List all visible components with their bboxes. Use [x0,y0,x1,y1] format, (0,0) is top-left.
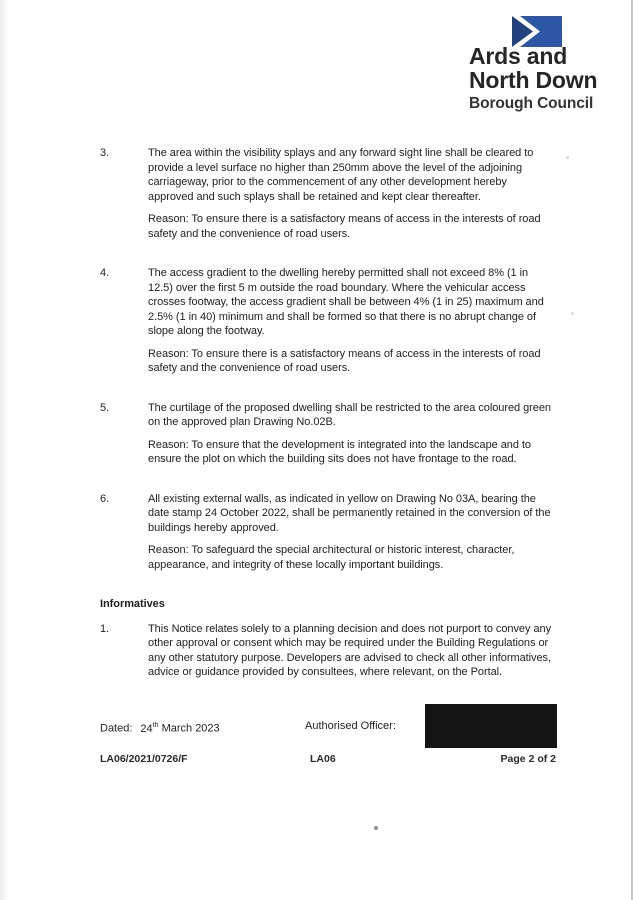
form-code: LA06 [310,753,336,765]
dated-day-suffix: th [152,722,159,729]
dated-line [100,718,220,737]
condition-text: The access gradient to the dwelling hereby permitted shall not exceed 8% (1 in 12.5) over the first 5 m outside the road boundary. Where the vehicular access crosses footway, the access gradient shall be between 4% (1 in 25) maximum and 2.5% (1 in 40) minimum and shall be formed so that there is no abrupt change of slope along the footway. [148,267,544,337]
informative-item-1 [100,622,556,680]
dated-rest: March 2023 [158,722,220,735]
condition-text: The curtilage of the proposed dwelling shall be restricted to the area coloured green on the approved plan Drawing No.02B. [148,401,551,428]
scan-speck [374,826,378,830]
page-current: 2 [528,753,535,765]
condition-item-4 [100,266,556,376]
dated-day: 24 [140,722,153,735]
page-of: of [534,753,551,765]
org-subtitle: Borough Council [469,95,594,112]
scan-speck [571,312,574,315]
document-body [100,146,556,705]
condition-item-6 [100,492,556,573]
application-reference: LA06/2021/0726/F [100,753,188,765]
condition-body [148,401,552,467]
dated-label: Dated: [100,722,133,735]
condition-item-5 [100,401,556,467]
condition-body [148,266,552,376]
scan-right-edge-line [631,0,633,900]
condition-body [148,492,552,573]
condition-reason: Reason: To ensure that the development is integrated into the landscape and to ensure the plot on which the building sits does not have frontage to the road. [148,438,531,465]
condition-number: 5. [100,401,110,414]
condition-number: 3. [100,147,110,159]
page-label: Page [500,753,529,765]
condition-text: All existing external walls, as indicated in yellow on Drawing No 03A, bearing the date stamp 24 October 2022, shall be permanently retained in the conversion of the buildings hereby approved. [148,492,551,534]
condition-text: The area within the visibility splays and any forward sight line shall be cleared to provide a level surface no higher than 250mm above the level of the adjoining carriageway, prior to the commencement of any other development hereby approved and such splays shall be retained and kept clear thereafter. [148,147,534,203]
page-indicator [501,752,556,766]
org-name-line2: North Down [469,67,598,93]
informative-number: 1. [100,622,110,635]
condition-reason: Reason: To ensure there is a satisfactory means of access in the interests of road safety and the convenience of road users. [148,347,541,374]
scan-speck [566,156,569,159]
page-total: 2 [550,753,556,765]
condition-reason: Reason: To ensure there is a satisfactory means of access in the interests of road safety and the convenience of road users. [148,213,541,240]
authorised-officer-label: Authorised Officer: [305,720,396,732]
condition-number: 6. [100,492,110,505]
condition-item-3 [100,146,556,241]
page-footer [100,752,556,766]
condition-reason: Reason: To safeguard the special architectural or historic interest, character, appearance, and integrity of these locally important buildings. [148,544,515,571]
org-name-line1: Ards and [469,43,568,69]
redacted-signature-block [425,704,557,748]
council-wordmark [469,44,597,112]
scan-left-edge-shading [0,0,8,900]
informative-text: This Notice relates solely to a planning decision and does not purport to convey any other approval or consent which may be required under the Building Regulations or any other statutory purpose. Developers are advised to check all other informatives, advice or guidance provided by consultees, where relevant, on the Portal. [148,622,552,678]
condition-number: 4. [100,267,110,279]
condition-body [148,146,552,241]
informatives-heading: Informatives [100,598,165,610]
